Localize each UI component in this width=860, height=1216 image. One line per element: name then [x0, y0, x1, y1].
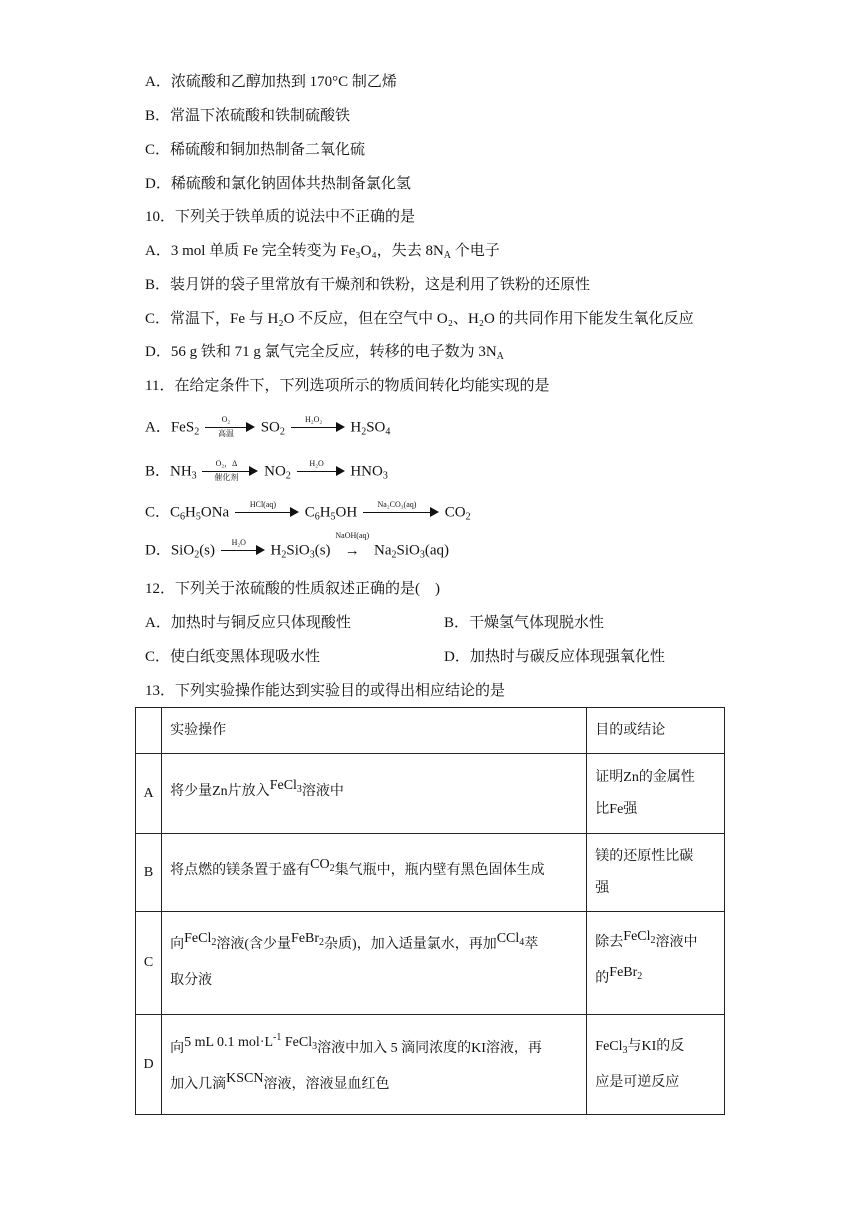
subscript: A — [496, 351, 504, 362]
result-line: 比Fe强 — [595, 801, 638, 817]
arrow-condition-top: H₂O — [309, 459, 324, 468]
subscript: 2 — [279, 426, 285, 438]
operation-text: 溶液(含少量 — [216, 937, 292, 952]
formula-text: SO — [260, 419, 280, 436]
subscript: 6 — [314, 511, 320, 523]
subscript: 2 — [329, 862, 335, 874]
subscript: 2 — [285, 470, 291, 482]
chem-formula — [184, 1032, 318, 1052]
result-text: 的反 — [656, 1038, 685, 1054]
q10-option-d — [145, 342, 504, 367]
arrow-condition-top: H₂O — [231, 538, 246, 547]
q11-option-a — [145, 417, 390, 442]
subscript: 2 — [194, 426, 200, 438]
q12-option-a: A．加热时与铜反应只体现酸性 — [145, 615, 351, 631]
reaction-arrow-icon — [363, 502, 439, 524]
formula-text: H — [185, 504, 196, 521]
subscript: 2 — [650, 935, 656, 946]
table-header-row — [136, 708, 725, 754]
table-row — [136, 1015, 725, 1115]
formula-text: ONa — [200, 504, 230, 521]
arrow-condition-top: NaOH(aq) — [335, 531, 370, 540]
subscript: 3 — [191, 470, 197, 482]
chem-formula — [623, 929, 655, 944]
formula-text: KI — [471, 1041, 486, 1056]
row-result — [587, 1015, 725, 1115]
table-header-operation: 实验操作 — [162, 708, 587, 754]
formula-text: FeCl — [284, 1035, 313, 1050]
formula-text: C．C — [145, 504, 181, 521]
operation-line — [170, 1028, 578, 1069]
subscript: 2 — [194, 549, 200, 561]
formula-text: (s) — [199, 542, 216, 559]
formula-text: FeCl — [184, 931, 212, 946]
row-label: C — [136, 912, 162, 1015]
arrow-condition-bottom: 高温 — [217, 429, 234, 438]
operation-text: 加入几滴 — [170, 1077, 227, 1092]
operation-text: 杂质)，加入适量氯水，再加 — [324, 937, 497, 952]
operation-text: 溶液中 — [301, 783, 344, 799]
arrow-glyph: → — [344, 543, 360, 559]
reaction-arrow-icon — [235, 502, 299, 524]
chem-formula — [310, 857, 334, 872]
formula-text: HNO — [350, 463, 383, 480]
operation-line — [170, 929, 578, 965]
row-label: B — [136, 834, 162, 912]
chem-formula — [609, 965, 642, 980]
q10-option-a — [145, 241, 500, 266]
q11-option-d — [145, 531, 450, 565]
row-label: A — [136, 754, 162, 834]
result-line — [595, 963, 716, 999]
subscript: 2 — [211, 937, 217, 948]
result-text: 与 — [627, 1038, 642, 1054]
subscript: 3 — [419, 549, 425, 561]
chem-formula — [595, 1039, 627, 1054]
subscript: 2 — [637, 971, 643, 982]
result-line — [595, 927, 716, 963]
formula-text: CO — [310, 856, 330, 872]
result-line: 强 — [595, 880, 610, 896]
operation-line: 取分液 — [170, 973, 213, 988]
subscript: 3 — [296, 783, 302, 795]
reaction-arrow-icon — [297, 461, 345, 483]
subscript: 2 — [319, 937, 325, 948]
q12-option-b: B．干燥氢气体现脱水性 — [444, 615, 605, 631]
q9-option-a: A．浓硫酸和乙醇加热到 170°C 制乙烯 — [145, 74, 397, 90]
q9-option-d: D．稀硫酸和氯化钠固体共热制备氯化氢 — [145, 176, 411, 192]
formula-text: FeCl — [595, 1038, 623, 1054]
table-header-label — [136, 708, 162, 754]
operation-text: 溶液，再 — [485, 1041, 542, 1056]
row-result — [587, 834, 725, 912]
formula-text: D．SiO — [145, 542, 195, 559]
formula-text: 5 mL 0.1 mol·L — [184, 1035, 274, 1050]
table-row — [136, 754, 725, 834]
q11-stem: 11．在给定条件下，下列选项所示的物质间转化均能实现的是 — [145, 378, 550, 394]
formula-text: (s) — [314, 542, 331, 559]
result-line: 应是可逆反应 — [595, 1074, 680, 1090]
row-result — [587, 912, 725, 1015]
formula-text: Na — [374, 542, 392, 559]
q10-option-b: B．装月饼的袋子里常放有干燥剂和铁粉，这是利用了铁粉的还原性 — [145, 277, 591, 293]
formula-text: OH — [335, 504, 358, 521]
operation-text: 将少量Zn片放入 — [170, 783, 270, 799]
result-line: 证明Zn的金属性 — [595, 769, 695, 785]
subscript: 5 — [195, 511, 201, 523]
row-operation — [162, 1015, 587, 1115]
formula-text: FeBr — [291, 931, 320, 946]
q13-stem: 13．下列实验操作能达到实验目的或得出相应结论的是 — [145, 683, 506, 699]
formula-text: CO — [444, 504, 466, 521]
chem-formula — [497, 931, 525, 946]
reaction-arrow-icon — [221, 540, 265, 562]
result-text: 的 — [595, 971, 610, 986]
arrow-condition-bottom: 催化剂 — [214, 473, 239, 482]
chem-formula — [184, 931, 216, 946]
operation-text: 集气瓶中，瓶内壁有黑色固体生成 — [334, 862, 545, 878]
row-operation — [162, 912, 587, 1015]
subscript: 4 — [519, 937, 525, 948]
subscript: 3 — [622, 1044, 628, 1056]
operation-text: 溶液中加入 5 滴同浓度的 — [317, 1041, 472, 1056]
reaction-arrow-icon — [334, 531, 370, 561]
formula-text: B．NH — [145, 463, 192, 480]
subscript: A — [443, 250, 452, 261]
reaction-arrow-icon — [291, 417, 345, 439]
row-operation — [162, 834, 587, 912]
q12-option-d: D．加热时与碳反应体现强氧化性 — [444, 649, 665, 665]
chem-formula — [270, 778, 302, 793]
formula-text: NO — [264, 463, 286, 480]
q9-option-b: B．常温下浓硫酸和铁制硫酸铁 — [145, 108, 351, 124]
subscript: 4 — [385, 426, 391, 438]
arrow-condition-top: H₂O₂ — [305, 415, 323, 424]
superscript: -1 — [273, 1032, 282, 1043]
arrow-condition-top: HCl(aq) — [249, 500, 277, 509]
formula-text: CCl — [496, 931, 520, 946]
arrow-condition-top: Na₂CO₃(aq) — [377, 500, 417, 509]
formula-text: SiO — [286, 542, 310, 559]
result-line — [595, 1031, 716, 1067]
formula-text: SiO — [396, 542, 420, 559]
chem-formula — [291, 931, 324, 946]
formula-text: FeCl — [623, 929, 651, 944]
formula-text: (aq) — [424, 542, 450, 559]
q11-option-c — [145, 502, 471, 527]
subscript: 2 — [465, 511, 471, 523]
formula-text: FeBr — [609, 965, 638, 980]
subscript: 3 — [309, 549, 315, 561]
row-result — [587, 754, 725, 834]
q10-option-a-text: A．3 mol 单质 Fe 完全转变为 Fe₃O₄，失去 8N — [145, 243, 444, 259]
formula-text: SO — [366, 419, 386, 436]
subscript: 2 — [391, 549, 397, 561]
operation-text: 向 — [170, 1041, 185, 1056]
subscript: 5 — [330, 511, 336, 523]
formula-text: C — [304, 504, 315, 521]
formula-text: FeCl — [269, 777, 297, 793]
q12-stem: 12．下列关于浓硫酸的性质叙述正确的是( ) — [145, 581, 440, 597]
result-text: 溶液中 — [655, 935, 698, 950]
subscript: 3 — [382, 470, 388, 482]
result-text: 除去 — [595, 935, 624, 950]
q10-option-d-text: D．56 g 铁和 71 g 氯气完全反应，转移的电子数为 3N — [145, 344, 497, 360]
table-row — [136, 834, 725, 912]
result-line: 镁的还原性比碳 — [595, 848, 694, 864]
subscript: 2 — [281, 549, 287, 561]
arrow-condition-top: O₂，Δ — [215, 459, 238, 468]
reaction-arrow-icon — [205, 417, 255, 439]
reaction-arrow-icon — [202, 461, 258, 483]
q11-option-b — [145, 461, 388, 486]
operation-text: 将点燃的镁条置于盛有 — [170, 862, 311, 878]
q10-option-a-end: 个电子 — [451, 243, 500, 259]
q12-option-c: C．使白纸变黑体现吸水性 — [145, 649, 321, 665]
subscript: 3 — [312, 1041, 318, 1052]
q10-stem: 10．下列关于铁单质的说法中不正确的是 — [145, 209, 416, 225]
operation-text: 溶液，溶液显血红色 — [263, 1077, 390, 1092]
table-row — [136, 912, 725, 1015]
row-operation — [162, 754, 587, 834]
formula-text: H — [319, 504, 331, 521]
formula-text: A．FeS — [145, 419, 195, 436]
formula-text: H — [270, 542, 282, 559]
formula-text: KSCN — [226, 1071, 264, 1086]
q9-option-c: C．稀硫酸和铜加热制备二氧化硫 — [145, 142, 366, 158]
operation-line — [170, 1069, 578, 1101]
formula-text: KI — [641, 1038, 657, 1054]
q10-option-c: C．常温下，Fe 与 H₂O 不反应，但在空气中 O₂、H₂O 的共同作用下能发生氧化反应 — [145, 311, 694, 327]
formula-text: H — [350, 419, 362, 436]
subscript: 2 — [361, 426, 367, 438]
arrow-condition-top: O₂ — [221, 415, 231, 424]
experiment-table — [135, 707, 725, 1115]
operation-text: 向 — [170, 937, 185, 952]
subscript: 6 — [180, 511, 186, 523]
operation-text: 萃 — [524, 937, 539, 952]
row-label: D — [136, 1015, 162, 1115]
table-header-result: 目的或结论 — [587, 708, 725, 754]
